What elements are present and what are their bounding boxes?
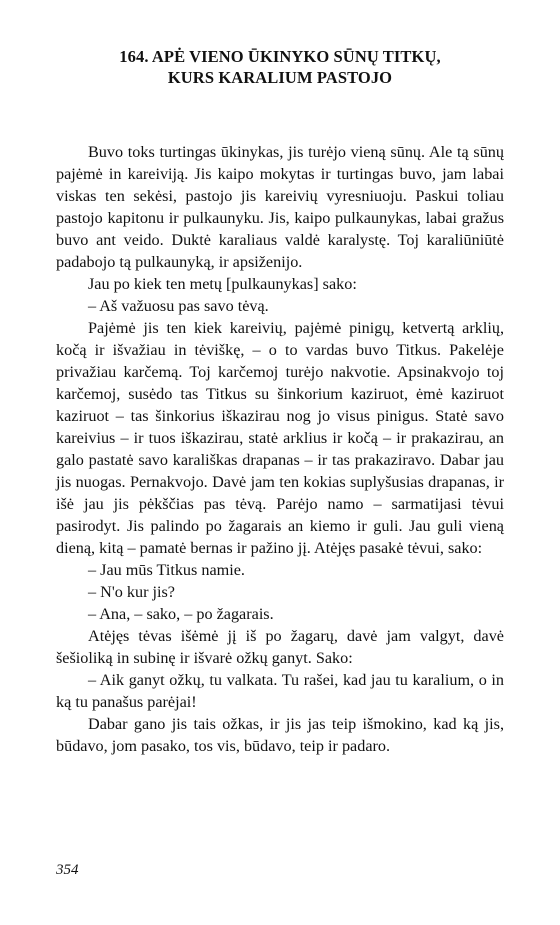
paragraph: Pajėmė jis ten kiek kareivių, pajėmė pinigų, ketvertą arklių, kočą ir išvažiau in tėviškę, – o to vardas buvo Titkus. Pakelėje privažiau karčemą. Toj karčemoj turėjo nakvotie. Apsinakvojo toj karčemoj, susėdo tas Titkus su šinkorium kaziruot, ėmė kaziruot kaziruot – tas šinkorius iškazirau nog jo visus pinigus. Statė savo kareivius – ir tuos iškazirau, statė arklius ir kočą – ir prakazirau, an galo pastatė savo karališkas drapanas – ir tas prakaziravo. Dabar jau jis nuogas. Pernakvojo. Davė jam ten kokias suplyšusias drapanas, ir išė jau jis pėkščias pas tėvą. Parėjo namo – sarmatijasi tėvui pasirodyt. Jis palindo po žagarais an kiemo ir guli. Jau guli vieną dieną, kitą – pamatė bernas ir pažino jį. Atėjęs pasakė tėvui, sako:: [56, 319, 504, 557]
dialogue-line: – Jau mūs Titkus namie.: [88, 561, 245, 579]
paragraph: Atėjęs tėvas išėmė jį iš po žagarų, davė jam valgyt, davė šešioliką in subinę ir išvarė ožkų ganyt. Sako:: [56, 627, 504, 667]
chapter-title: [56, 46, 504, 88]
dialogue-line: – Aš važuosu pas savo tėvą.: [88, 297, 269, 315]
dialogue-line: – N'o kur jis?: [88, 583, 175, 601]
page-content: [56, 46, 504, 757]
page-number: 354: [56, 862, 79, 878]
paragraph: Jau po kiek ten metų [pulkaunykas] sako:: [88, 275, 357, 293]
chapter-title-line-2: KURS KARALIUM PASTOJO: [167, 68, 393, 87]
chapter-title-line-1: 164. APĖ VIENO ŪKINYKO SŪNŲ TITKŲ,: [119, 47, 441, 66]
paragraph: Dabar gano jis tais ožkas, ir jis jas teip išmokino, kad ką jis, būdavo, jom pasako, tos vis, būdavo, teip ir padaro.: [56, 715, 504, 755]
paragraph: Buvo toks turtingas ūkinykas, jis turėjo vieną sūnų. Ale tą sūnų pajėmė in kareiviją. Jis kaipo mokytas ir turtingas buvo, jam labai viskas ten sekėsi, pastojo jis kareivių vyresniuoju. Paskui toliau pastojo kapitonu ir pulkaunyku. Jis, kaipo pulkaunykas, labai gražus buvo ant veido. Duktė karaliaus valdė karalystę. Toj karaliūniūtė padabojo tą pulkaunyką, ir apsiženijo.: [56, 143, 504, 271]
dialogue-line: – Aik ganyt ožkų, tu valkata. Tu rašei, kad jau tu karalium, o in ką tu panašus parėjai!: [56, 671, 504, 711]
body-text: [56, 141, 504, 757]
dialogue-line: – Ana, – sako, – po žagarais.: [88, 605, 274, 623]
